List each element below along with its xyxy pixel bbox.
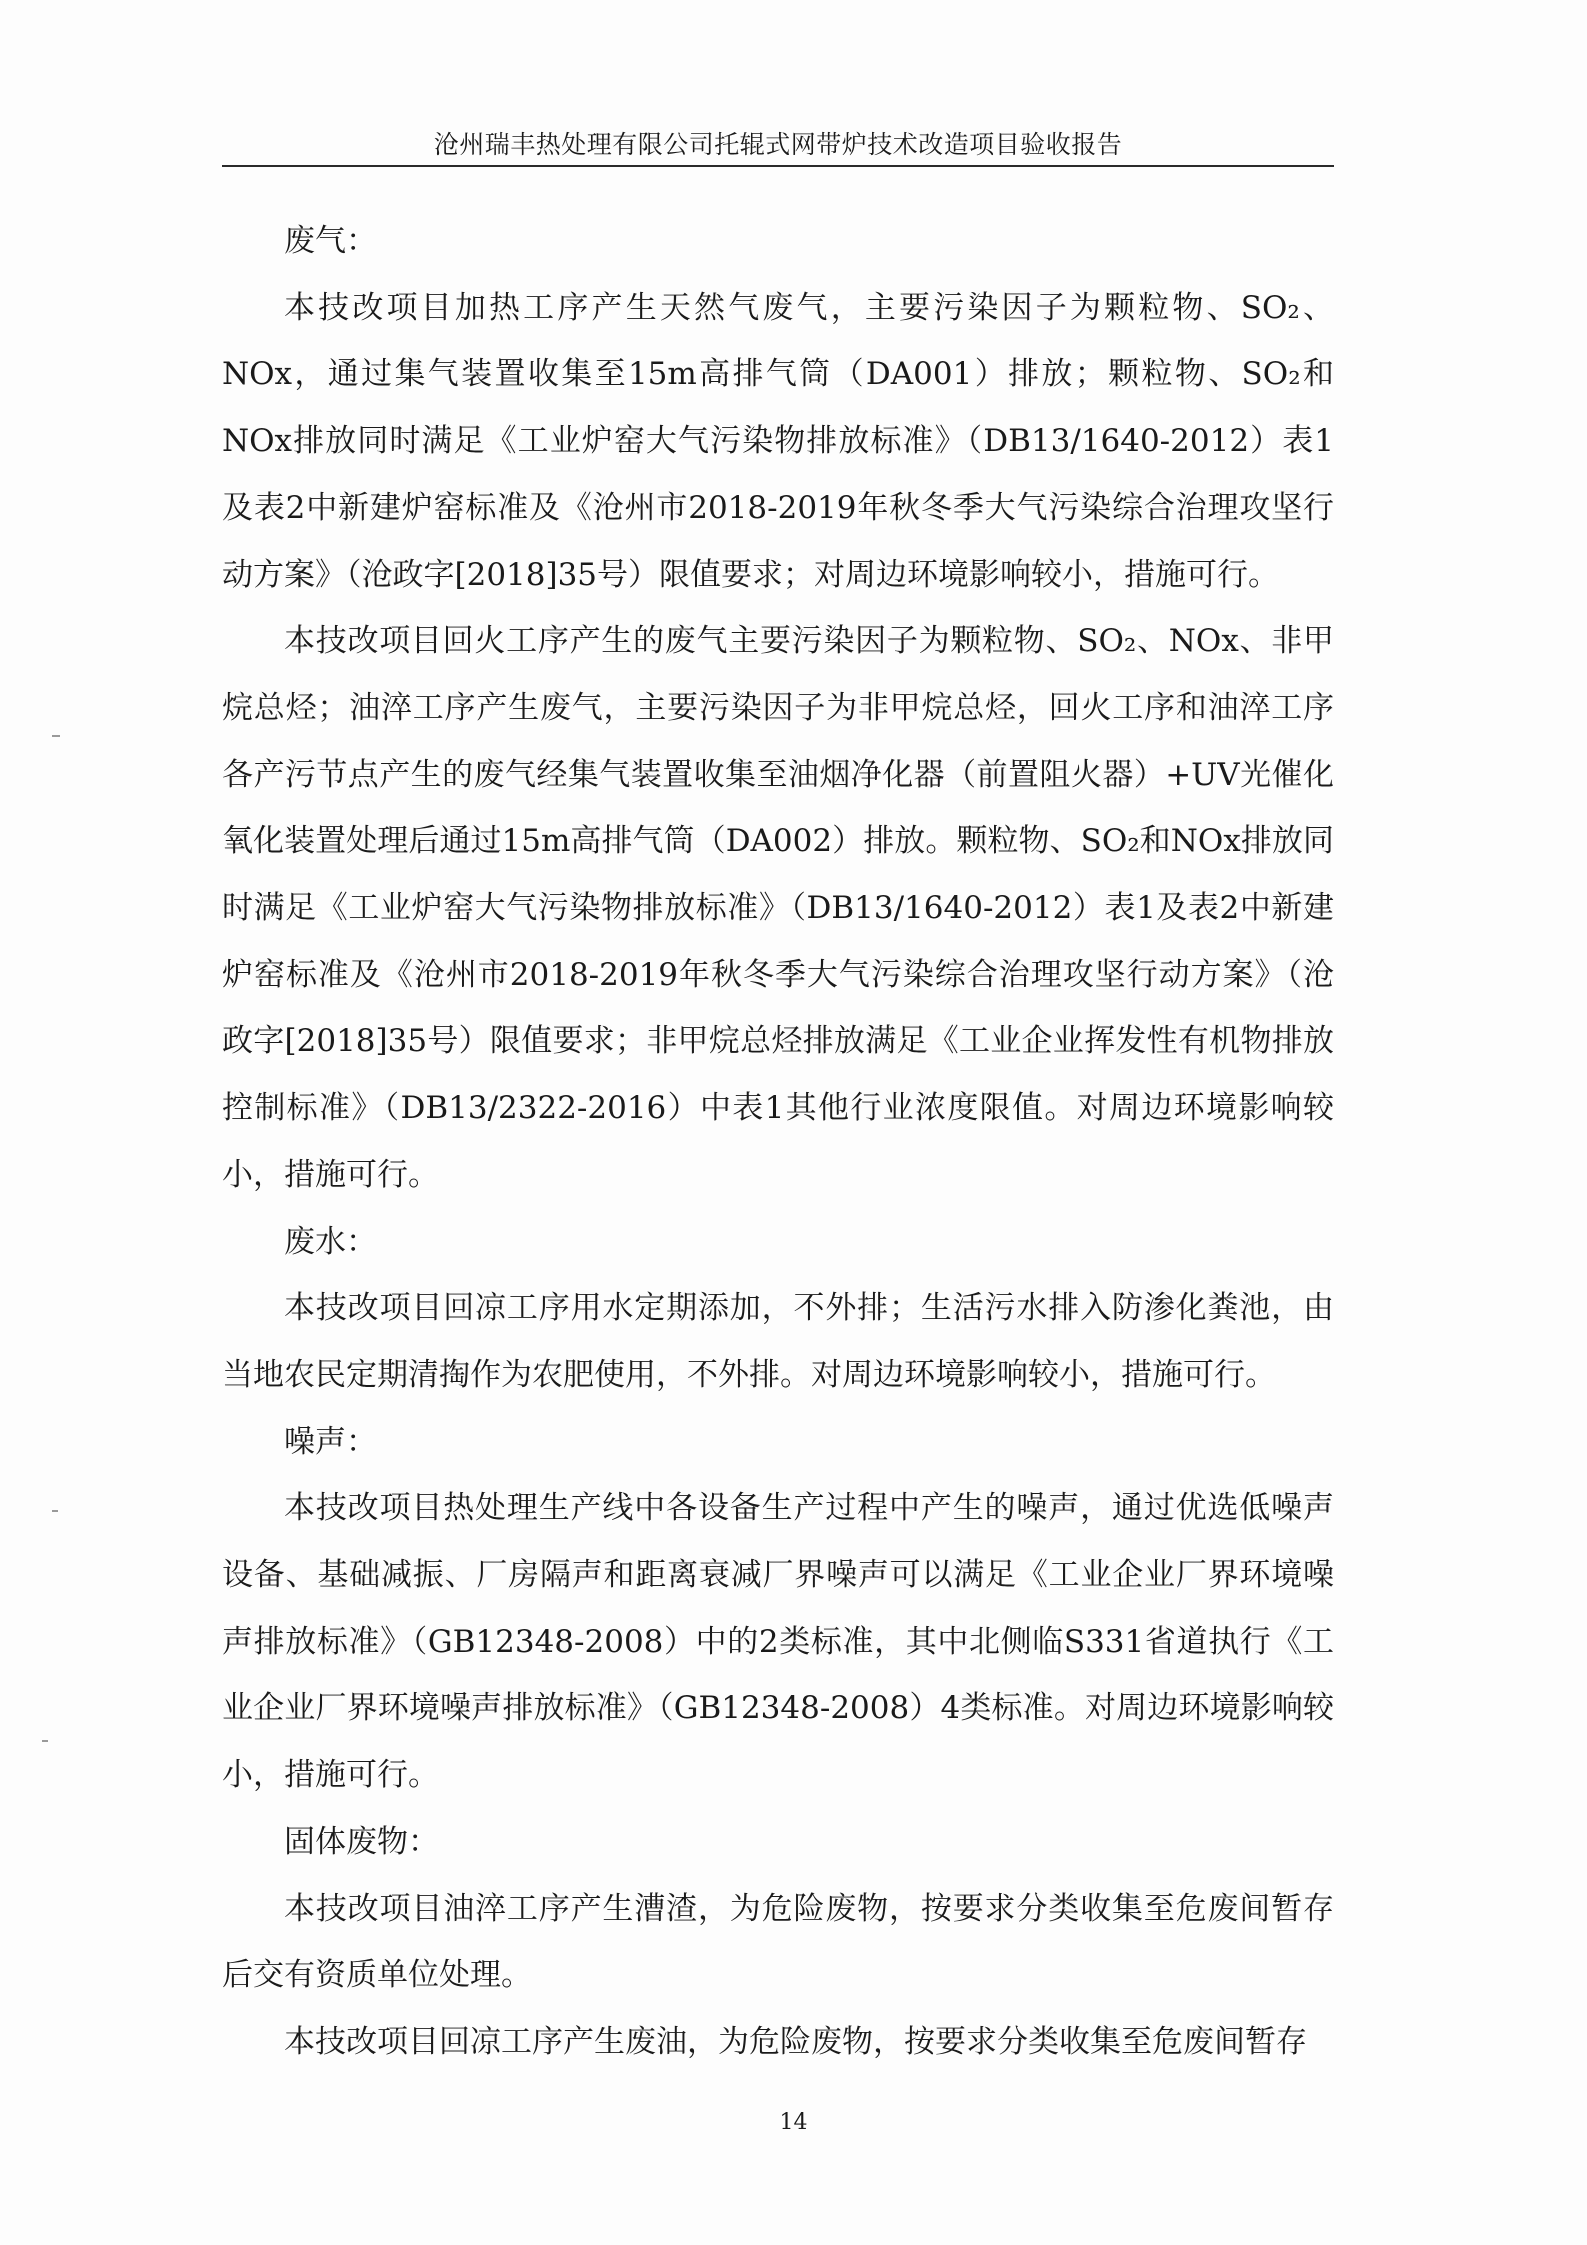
subheading-noise: 噪声：: [284, 1423, 377, 1460]
paragraph-solid-waste-slag: 本技改项目油淬工序产生漕渣，为危险废物，按要求分类收集至危废间暂存后交有资质单位处理。: [222, 1890, 1334, 1994]
subheading-waste-water: 废水：: [284, 1223, 377, 1260]
page-number: 14: [779, 2110, 808, 2135]
paragraph-tempering-gas: 本技改项目回火工序产生的废气主要污染因子为颗粒物、SO₂、NOx、非甲烷总烃；油淬工序产生废气，主要污染因子为非甲烷总烃，回火工序和油淬工序各产污节点产生的废气经集气装置收集至油烟净化器（前置阻火器）+UV光催化氧化装置处理后通过15m高排气筒（DA002）排放。颗粒物、SO₂和NOx排放同时满足《工业炉窑大气污染物排放标准》（DB13/1640-2012）表1及表2中新建炉窑标准及《沧州市2018-2019年秋冬季大气污染综合治理攻坚行动方案》（沧政字[2018]35号）限值要求；非甲烷总烃排放满足《工业企业挥发性有机物排放控制标准》（DB13/2322-2016）中表1其他行业浓度限值。对周边环境影响较小，措施可行。: [222, 623, 1334, 1193]
scan-artifact: [42, 1740, 48, 1742]
paragraph-waste-water: 本技改项目回凉工序用水定期添加，不外排；生活污水排入防渗化粪池，由当地农民定期清掏作为农肥使用，不外排。对周边环境影响较小，措施可行。: [222, 1290, 1334, 1393]
body-content: [222, 208, 1334, 2076]
scan-artifact: [52, 1510, 58, 1512]
paragraph-solid-waste-oil: 本技改项目回凉工序产生废油，为危险废物，按要求分类收集至危废间暂存: [284, 2023, 1307, 2060]
subheading-solid-waste: 固体废物：: [284, 1823, 439, 1860]
paragraph-noise: 本技改项目热处理生产线中各设备生产过程中产生的噪声，通过优选低噪声设备、基础减振、厂房隔声和距离衰减厂界噪声可以满足《工业企业厂界环境噪声排放标准》（GB12348-2008）中的2类标准，其中北侧临S331省道执行《工业企业厂界环境噪声排放标准》（GB12348-2008）4类标准。对周边环境影响较小，措施可行。: [222, 1490, 1334, 1794]
header-rule: [222, 165, 1334, 167]
scan-artifact: [52, 735, 60, 737]
subheading-waste-gas: 废气：: [284, 223, 377, 259]
paragraph-heating-gas: 本技改项目加热工序产生天然气废气，主要污染因子为颗粒物、SO₂、NOx，通过集气装置收集至15m高排气筒（DA001）排放；颗粒物、SO₂和NOx排放同时满足《工业炉窑大气污染物排放标准》（DB13/1640-2012）表1及表2中新建炉窑标准及《沧州市2018-2019年秋冬季大气污染综合治理攻坚行动方案》（沧政字[2018]35号）限值要求；对周边环境影响较小，措施可行。: [222, 289, 1334, 593]
running-header: 沧州瑞丰热处理有限公司托辊式网带炉技术改造项目验收报告: [433, 130, 1123, 159]
